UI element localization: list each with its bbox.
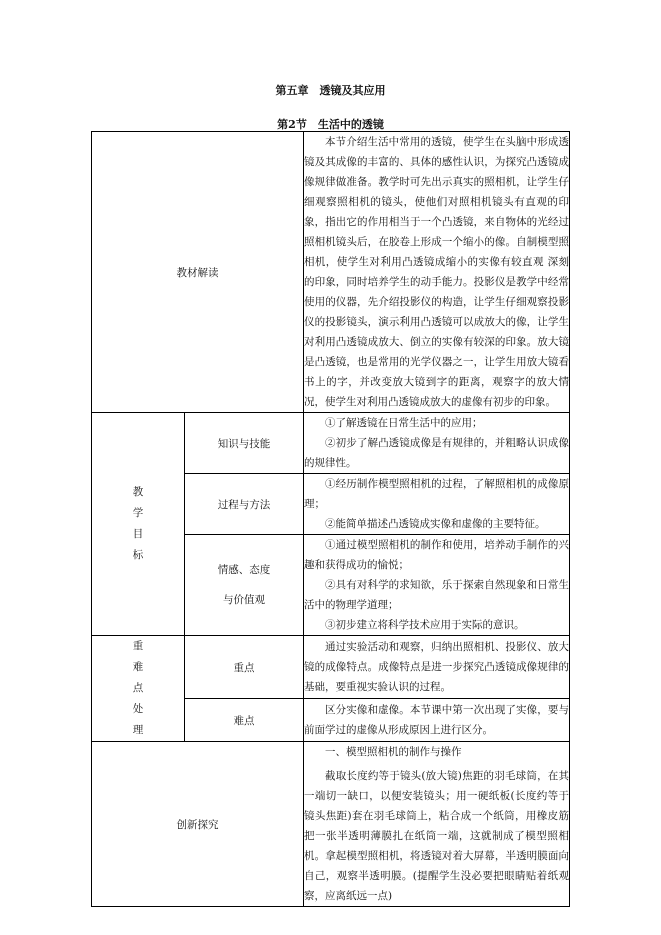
- materials-cell: [304, 132, 570, 413]
- key-points-label-char: 重: [132, 640, 144, 652]
- knowledge-cell: [304, 413, 570, 474]
- process-item: ①经历制作模型照相机的过程，了解照相机的成像原理；: [304, 478, 569, 510]
- objectives-label-char: 教: [132, 486, 144, 498]
- materials-label: 教材解读: [92, 132, 304, 413]
- knowledge-label: 知识与技能: [185, 413, 304, 474]
- materials-text: 本节介绍生活中常用的透镜，使学生在头脑中形成透镜及其成像的丰富的、具体的感性认识，为探究凸透镜成像规律做准备。教学时可先出示真实的照相机，让学生仔细观察照相机的镜头，使他们对照相机镜头有直观的印象，指出它的作用相当于一个凸透镜，来自物体的光经过照相机镜头后，在胶卷上形成一个缩小的像。自制模型照相机，使学生对利用凸透镜成缩小的实像有较直观 深刻的印象，同时培养学生的动手能力。投影仪是教学中经常使用的仪器，先介绍投影仪的构造，让学生仔细观察投影仪的投影镜头，演示利用凸透镜可以成放大的像，让学生对利用凸透镜成放大、倒立的实像有较深的印象。放大镜是凸透镜，也是常用的光学仪器之一，让学生用放大镜看书上的字，并改变放大镜到字的距离，观察字的放大情况，使学生对利用凸透镜成放大的虚像有初步的印象。: [304, 136, 569, 408]
- process-item: ②能简单描述凸透镜成实像和虚像的主要特征。: [325, 518, 546, 530]
- emotion-label-line: 与价值观: [223, 594, 265, 606]
- process-label: 过程与方法: [185, 474, 304, 535]
- innovation-text: 截取长度约等于镜头(放大镜)焦距的羽毛球筒，在其一端切一缺口，以便安装镜头；用一硬纸板(长度约等于镜头焦距)套在羽毛球筒上，粘合成一个纸筒，用橡皮筋把一张半透明薄膜扎在纸筒一端，这就制成了模型照相机。拿起模型照相机，将透镜对着大屏幕，半透明膜面向自己，观察半透明膜。(提醒学生没必要把眼睛贴着纸观察，应离纸远一点): [304, 770, 569, 902]
- difficulty-text: 区分实像和虚像。本节课中第一次出现了实像，要与前面学过的虚像从形成原因上进行区分。: [304, 704, 569, 737]
- emotion-item: ②具有对科学的求知欲，乐于探索自然现象和日常生活中的物理学道理；: [304, 579, 569, 611]
- objectives-label-char: 学: [132, 507, 144, 519]
- key-points-label-char: 处: [132, 703, 144, 715]
- key-focus-row: [92, 636, 570, 699]
- key-points-label-char: 理: [132, 724, 144, 736]
- focus-cell: [304, 636, 570, 699]
- objectives-label-char: 目: [132, 528, 144, 540]
- key-points-label: [92, 636, 185, 742]
- chapter-title: 第五章 透镜及其应用: [275, 84, 386, 97]
- key-points-label-char: 难: [132, 661, 144, 673]
- objectives-label-char: 标: [132, 549, 144, 561]
- emotion-item: ③初步建立将科学技术应用于实际的意识。: [325, 619, 525, 631]
- objectives-label: [92, 413, 185, 636]
- difficulty-cell: [304, 699, 570, 742]
- innovation-label: 创新探究: [92, 742, 304, 907]
- innovation-row: [92, 742, 570, 907]
- section-title: 第2节 生活中的透镜: [277, 118, 384, 131]
- key-points-label-char: 点: [132, 682, 144, 694]
- materials-row: [92, 132, 570, 413]
- focus-label: 重点: [185, 636, 304, 699]
- difficulty-label: 难点: [185, 699, 304, 742]
- emotion-cell: [304, 535, 570, 636]
- process-cell: [304, 474, 570, 535]
- emotion-label: [185, 535, 304, 636]
- lesson-plan-table: [91, 131, 570, 907]
- knowledge-item: ②初步了解凸透镜成像是有规律的，并粗略认识成像的规律性。: [304, 437, 569, 469]
- emotion-item: ①通过模型照相机的制作和使用，培养动手制作的兴趣和获得成功的愉悦；: [304, 539, 569, 571]
- innovation-heading: 一、模型照相机的制作与操作: [325, 746, 462, 758]
- knowledge-item: ①了解透镜在日常生活中的应用；: [325, 417, 483, 429]
- focus-text: 通过实验活动和观察，归纳出照相机、投影仪、放大镜的成像特点。成像特点是进一步探究凸透镜成像规律的基础，要重视实验认识的过程。: [304, 641, 569, 694]
- innovation-cell: [304, 742, 570, 907]
- emotion-label-line: 情感、态度: [217, 564, 271, 576]
- objectives-knowledge-row: [92, 413, 570, 474]
